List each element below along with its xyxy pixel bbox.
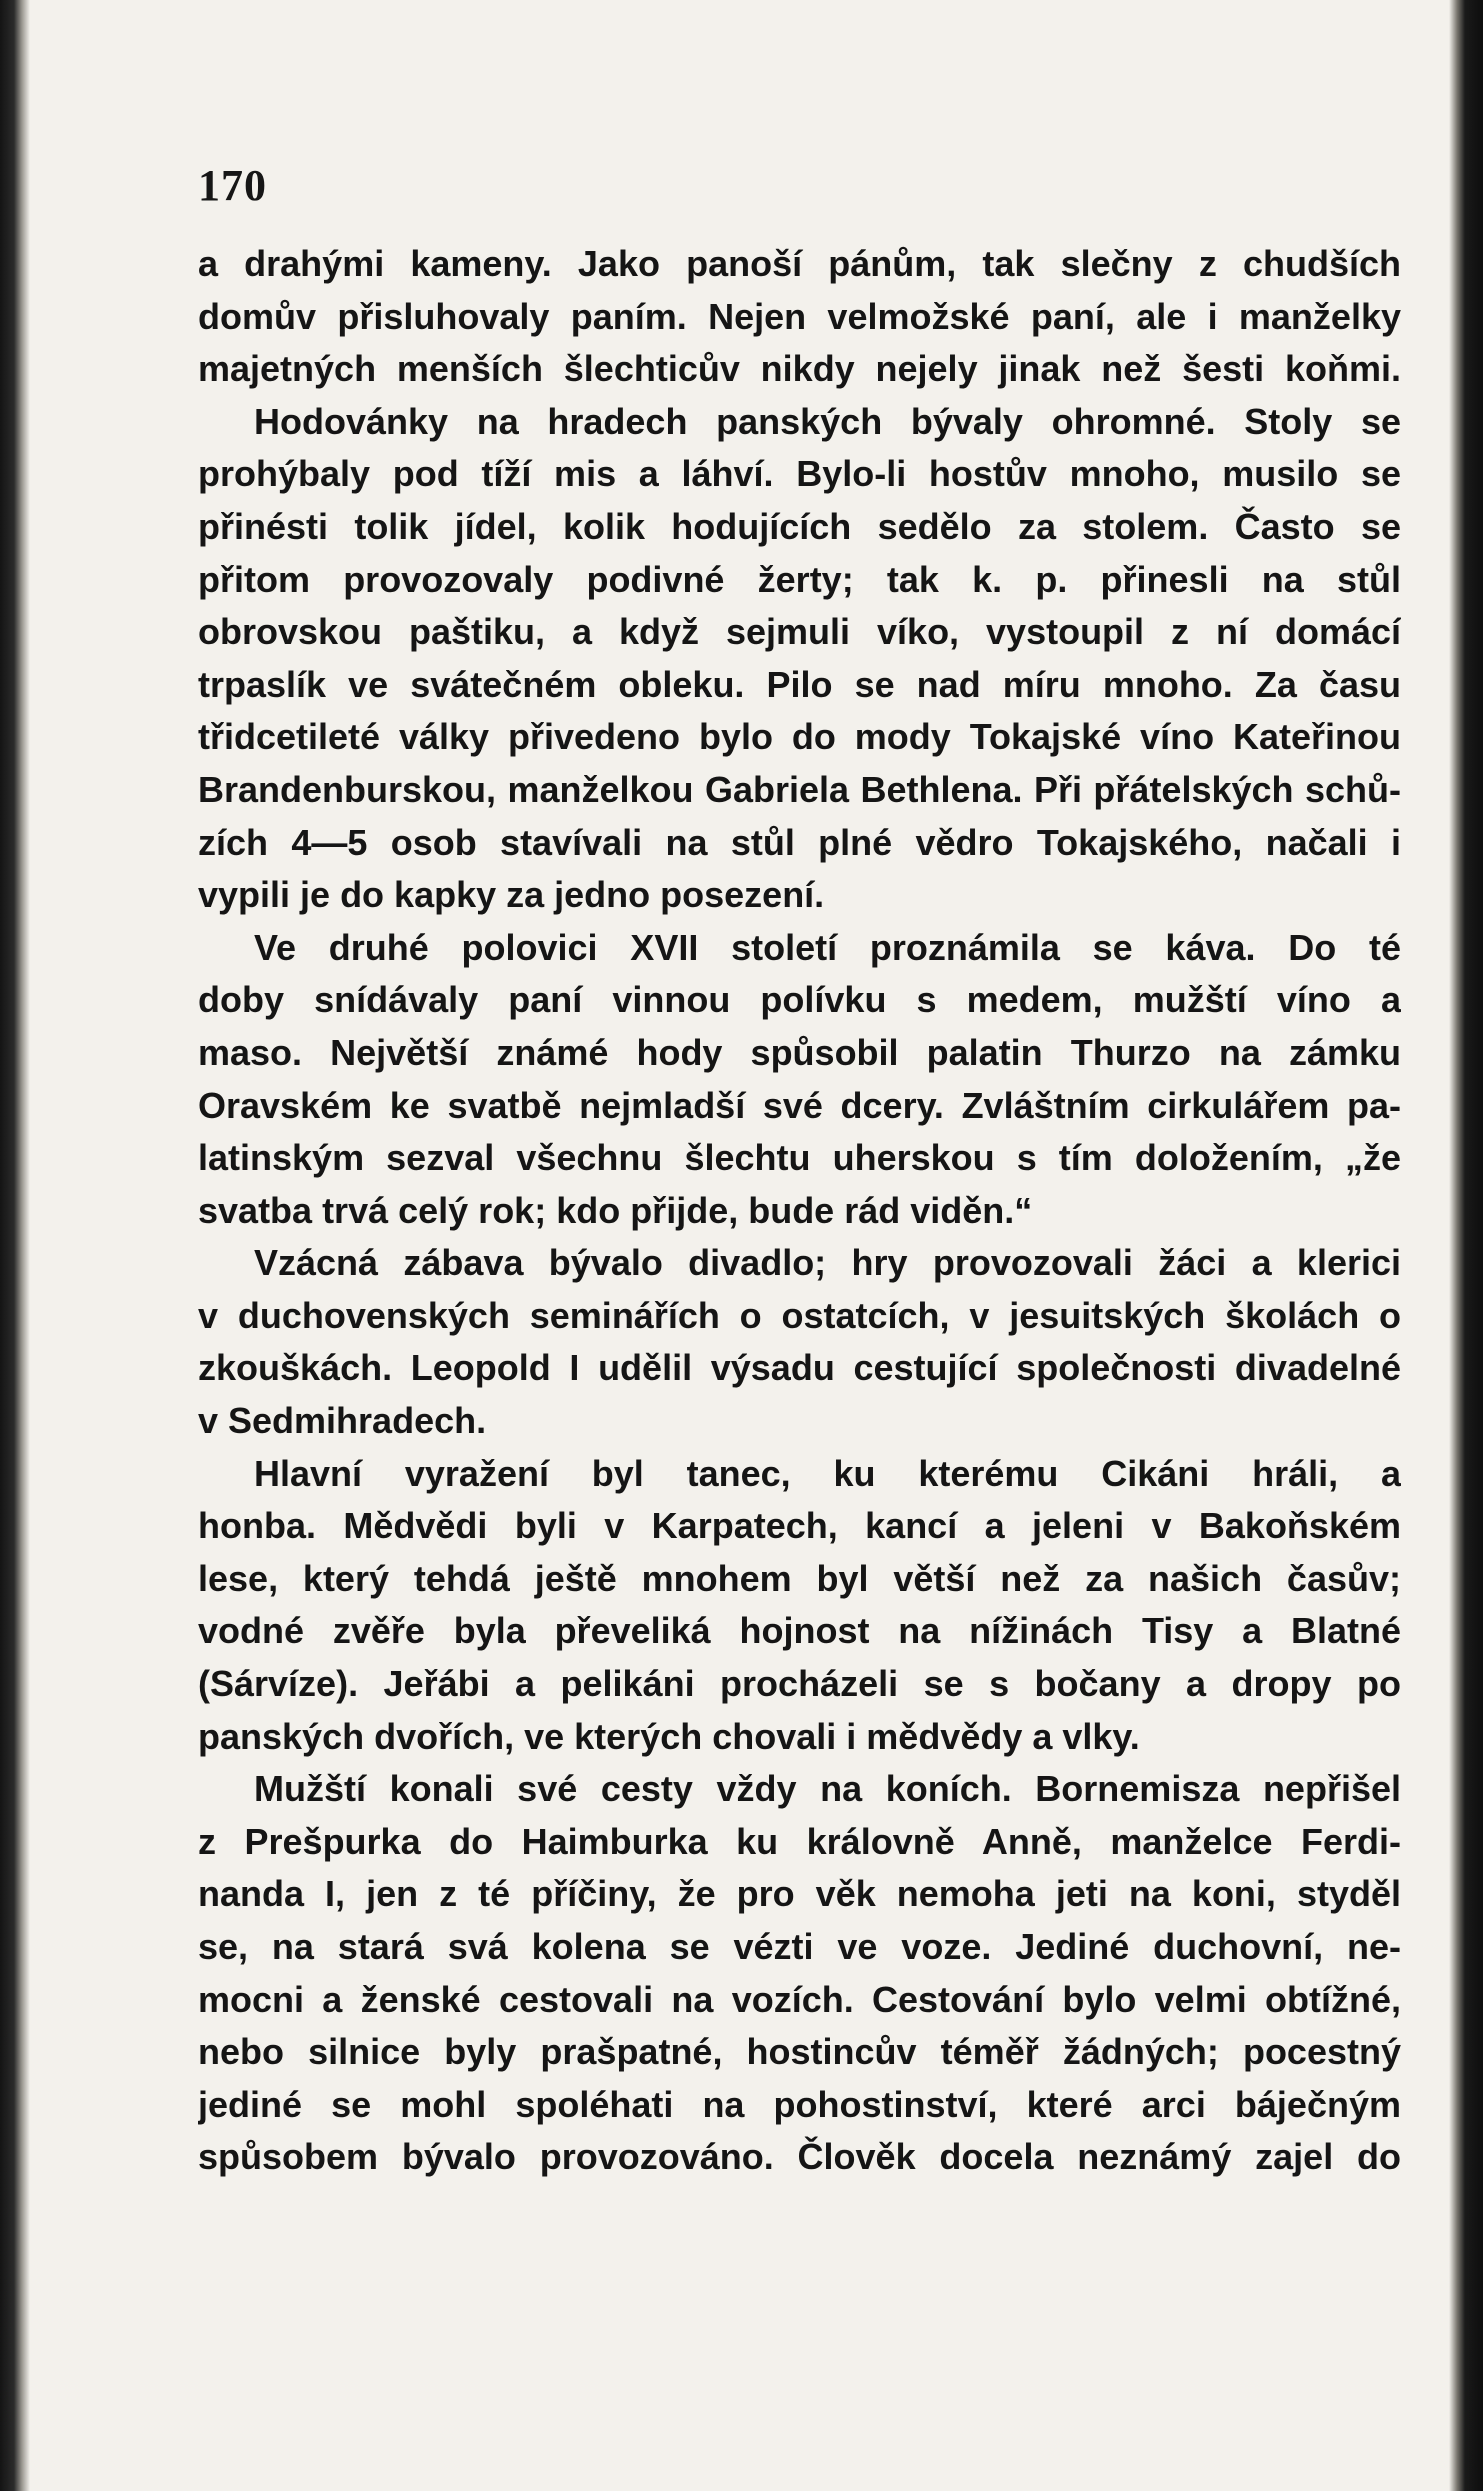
text-line: vodné zvěře byla převeliká hojnost na nížinách Tisy a Blatné [198,1610,1401,1652]
text-line: přitom provozovaly podivné žerty; tak k. p. přinesli na stůl [198,558,1401,600]
text-line: domův přisluhovaly paním. Nejen velmožské paní, ale i manželky [198,295,1401,337]
text-line: Hlavní vyražení byl tanec, ku kterému Cikáni hráli, a [254,1452,1401,1494]
scan-edge-left [0,0,30,2491]
text-line: Mužští konali své cesty vždy na koních. Bornemisza nepřišel [254,1768,1401,1810]
text-line: nebo silnice byly prašpatné, hostincův téměř žádných; pocestný [198,2031,1401,2073]
text-line: přinésti tolik jídel, kolik hodujících sedělo za stolem. Často se [198,505,1401,547]
text-line: třidcetileté války přivedeno bylo do mody Tokajské víno Kateřinou [198,716,1401,758]
text-line: zkouškách. Leopold I udělil výsadu cestující společnosti divadelné [198,1347,1401,1389]
text-line: nanda I, jen z té příčiny, že pro věk nemoha jeti na koni, styděl [198,1873,1401,1915]
text-line: obrovskou paštiku, a když sejmuli víko, vystoupil z ní domácí [198,611,1401,653]
body-text [198,238,1401,2184]
text-line: z Prešpurka do Haimburka ku královně Anně, manželce Ferdi- [198,1820,1401,1862]
text-line: lese, který tehdá ještě mnohem byl větší než za našich časův; [198,1557,1401,1599]
text-line: maso. Největší známé hody spůsobil palatin Thurzo na zámku [198,1031,1401,1073]
scan-edge-right [1449,0,1483,2491]
text-line: se, na stará svá kolena se vézti ve voze. Jediné duchovní, ne- [198,1926,1401,1967]
text-line: v Sedmihradech. [198,1400,487,1442]
text-line: doby snídávaly paní vinnou polívku s medem, mužští víno a [198,979,1401,1021]
text-line: jediné se mohl spoléhati na pohostinství, které arci báječným [198,2083,1401,2125]
text-line: latinským sezval všechnu šlechtu uherskou s tím doložením, „že [198,1137,1401,1179]
text-line: prohýbaly pod tíží mis a láhví. Bylo-li hostův mnoho, musilo se [198,453,1401,495]
text-line: svatba trvá celý rok; kdo přijde, bude rád viděn.“ [198,1189,1033,1231]
text-line: vypili je do kapky za jedno posezení. [198,874,825,916]
text-line: Ve druhé polovici XVII století proznámila se káva. Do té [254,926,1401,968]
text-line: (Sárvíze). Jeřábi a pelikáni procházeli se s bočany a dropy po [198,1663,1401,1705]
text-line: spůsobem bývalo provozováno. Člověk docela neznámý zajel do [198,2136,1401,2178]
text-line: honba. Mědvědi byli v Karpatech, kancí a jeleni v Bakoňském [198,1505,1401,1547]
text-line: panských dvořích, ve kterých chovali i mědvědy a vlky. [198,1715,1140,1757]
text-line: a drahými kameny. Jako panoší pánům, tak slečny z chudších [198,243,1401,284]
text-line: mocni a ženské cestovali na vozích. Cestování bylo velmi obtížné, [198,1978,1401,2020]
page-number: 170 [198,161,267,210]
text-line: v duchovenských seminářích o ostatcích, v jesuitských školách o [198,1294,1401,1336]
text-line: Oravském ke svatbě nejmladší své dcery. Zvláštním cirkulářem pa- [198,1084,1401,1126]
text-line: Vzácná zábava bývalo divadlo; hry provozovali žáci a klerici [254,1242,1401,1284]
text-line: zích 4—5 osob stavívali na stůl plné vědro Tokajského, načali i [198,821,1401,863]
text-line: Hodovánky na hradech panských bývaly ohromné. Stoly se [254,400,1401,442]
text-line: majetných menších šlechticův nikdy nejely jinak než šesti koňmi. [198,348,1401,390]
text-line: trpaslík ve svátečném obleku. Pilo se nad míru mnoho. Za času [198,663,1401,705]
text-line: Brandenburskou, manželkou Gabriela Bethlena. Při přátelských schů- [198,768,1401,810]
